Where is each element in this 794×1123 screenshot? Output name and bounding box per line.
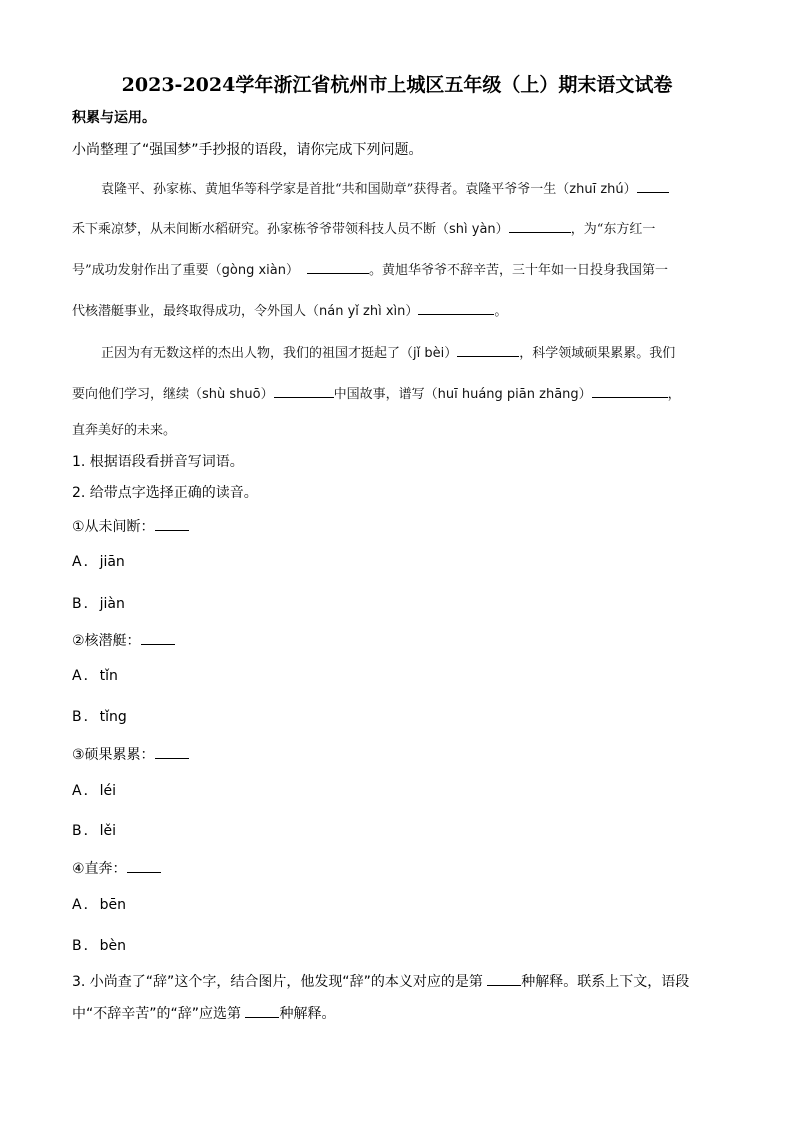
- option-text: bēn: [99, 897, 126, 913]
- option-letter: B．: [72, 596, 100, 612]
- option-letter: A．: [72, 554, 100, 570]
- passage-text: 袁隆平、孙家栋、黄旭华等科学家是首批“共和国勋章”获得者。袁隆平爷爷一生（: [101, 182, 570, 197]
- question-text: 中“不辞辛苦”的“辞”应选第: [72, 1006, 246, 1022]
- passage-line: [101, 178, 669, 200]
- sub-question-label: ③硕果累累：: [72, 747, 155, 763]
- intro-text: 小尚整理了“强国梦”手抄报的语段，请你完成下列问题。: [72, 142, 423, 158]
- passage-text: ）: [623, 182, 637, 197]
- option-letter: B．: [72, 823, 100, 839]
- sub-question-1: [72, 516, 189, 537]
- answer-blank[interactable]: [592, 383, 668, 398]
- passage-line: [101, 342, 675, 364]
- pinyin: nán yǐ zhì xìn: [319, 304, 406, 319]
- pinyin: zhuī zhú: [569, 182, 624, 197]
- option-b[interactable]: [72, 936, 126, 956]
- passage-text: 。黄旭华爷爷不辞辛苦，三十年如一日投身我国第一: [369, 263, 669, 278]
- answer-blank[interactable]: [307, 259, 369, 274]
- pinyin: huī huáng piān zhāng: [437, 387, 579, 402]
- sub-question-label: ①从未间断：: [72, 519, 155, 535]
- sub-question-label: ④直奔：: [72, 861, 127, 877]
- passage-line: [72, 383, 681, 405]
- option-a[interactable]: [72, 781, 116, 801]
- answer-blank[interactable]: [274, 383, 334, 398]
- passage-line: [72, 259, 668, 281]
- answer-blank[interactable]: [141, 630, 175, 645]
- question-text: 3. 小尚查了“辞”这个字，结合图片，他发现“辞”的本义对应的是第: [72, 974, 488, 990]
- pinyin: jǐ bèi: [413, 346, 445, 361]
- option-letter: B．: [72, 709, 100, 725]
- answer-blank[interactable]: [509, 218, 571, 233]
- passage-text: ，为“东方红一: [570, 222, 656, 237]
- passage-text: 。: [494, 304, 508, 319]
- answer-blank[interactable]: [127, 858, 161, 873]
- question-2: 2. 给带点字选择正确的读音。: [72, 485, 258, 501]
- option-letter: A．: [72, 897, 100, 913]
- option-letter: A．: [72, 783, 100, 799]
- passage-text: ）: [260, 387, 274, 402]
- option-a[interactable]: [72, 895, 126, 915]
- passage-text: ）: [578, 387, 592, 402]
- option-text: tǐng: [99, 709, 127, 725]
- answer-blank[interactable]: [155, 516, 189, 531]
- passage-text: ）: [405, 304, 419, 319]
- question-text: 种解释。联系上下文，语段: [521, 974, 690, 990]
- pinyin: shì yàn: [449, 222, 496, 237]
- passage-text: 代核潜艇事业，最终取得成功，令外国人（: [72, 304, 320, 319]
- answer-blank[interactable]: [418, 300, 494, 315]
- passage-text: 禾下乘凉梦，从未间断水稻研究。孙家栋爷爷带领科技人员不断（: [72, 222, 450, 237]
- passage-line: [72, 300, 507, 322]
- option-b[interactable]: [72, 707, 127, 727]
- exam-title: 2023-2024学年浙江省杭州市上城区五年级（上）期末语文试卷: [121, 74, 673, 96]
- passage-text: ）: [495, 222, 509, 237]
- passage-text: ）: [286, 263, 300, 278]
- sub-question-label: ②核潜艇：: [72, 633, 141, 649]
- option-text: lěi: [99, 823, 117, 839]
- option-text: jiàn: [99, 596, 125, 612]
- question-text: 种解释。: [279, 1006, 336, 1022]
- option-b[interactable]: [72, 821, 116, 841]
- question-1: 1. 根据语段看拼音写词语。: [72, 454, 244, 470]
- question-3-line-2: [72, 1003, 335, 1024]
- section-heading: 积累与运用。: [72, 110, 156, 126]
- pinyin: shù shuō: [202, 387, 261, 402]
- passage-text: 正因为有无数这样的杰出人物，我们的祖国才挺起了（: [101, 346, 414, 361]
- passage-text: ）: [444, 346, 458, 361]
- sub-question-3: [72, 744, 189, 765]
- answer-blank[interactable]: [155, 744, 189, 759]
- answer-blank[interactable]: [245, 1003, 279, 1018]
- passage-text: 直奔美好的未来。: [72, 423, 177, 438]
- answer-blank[interactable]: [487, 971, 521, 986]
- option-text: léi: [99, 783, 116, 799]
- option-b[interactable]: [72, 594, 125, 614]
- passage-line: [72, 218, 655, 240]
- option-text: tǐn: [99, 668, 118, 684]
- answer-blank[interactable]: [457, 342, 519, 357]
- option-text: bèn: [99, 938, 126, 954]
- pinyin: gòng xiàn: [221, 263, 286, 278]
- passage-text: ，科学领域硕果累累。我们: [519, 346, 676, 361]
- option-letter: B．: [72, 938, 100, 954]
- sub-question-4: [72, 858, 161, 879]
- passage-text: ，: [667, 387, 681, 402]
- passage-text: 要向他们学习，继续（: [72, 387, 203, 402]
- option-letter: A．: [72, 668, 100, 684]
- sub-question-2: [72, 630, 175, 651]
- option-text: jiān: [99, 554, 125, 570]
- answer-blank[interactable]: [637, 178, 669, 193]
- passage-text: 中国故事，谱写（: [333, 387, 438, 402]
- passage-text: 号”成功发射作出了重要（: [72, 263, 222, 278]
- question-3-line-1: [72, 971, 689, 992]
- option-a[interactable]: [72, 666, 118, 686]
- passage-line: [72, 421, 176, 441]
- option-a[interactable]: [72, 552, 125, 572]
